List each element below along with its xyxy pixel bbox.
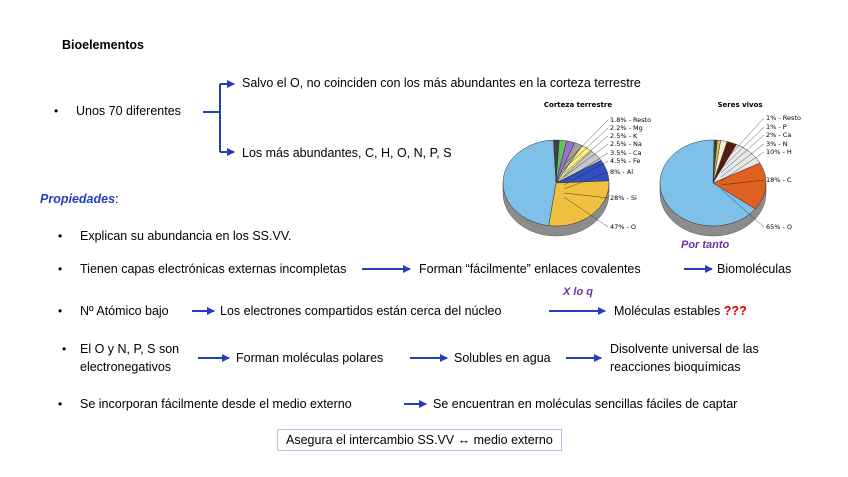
page-title: Bioelementos (62, 38, 144, 52)
bullet: • (58, 397, 63, 411)
pie-label: 28% - Si (610, 194, 637, 202)
por-tanto-label: Por tanto (681, 239, 730, 251)
pie-label: 8% - Al (610, 168, 634, 176)
prop-2-result: Biomoléculas (717, 262, 792, 276)
bullet: • (62, 342, 67, 356)
prop-4-final-line2: reacciones bioquímicas (610, 360, 741, 374)
prop-2-cause: Tienen capas electrónicas externas incompletas (80, 262, 347, 276)
intro-bracket (203, 84, 234, 152)
conclusion-box: Asegura el intercambio SS.VV ↔ medio externo (277, 429, 562, 451)
properties-label: Propiedades: (40, 192, 119, 206)
prop-4-cause-line1: El O y N, P, S son (80, 342, 180, 356)
arrow-label-xloq: X lo q (563, 286, 593, 298)
pie-label: 47% - O (610, 223, 637, 231)
pie-label: 3.5% - Ca (610, 149, 642, 157)
prop-5-effect: Se encuentran en moléculas sencillas fáciles de captar (433, 397, 738, 411)
pie-title: Seres vivos (717, 101, 763, 109)
intro-branch-bottom: Los más abundantes, C, H, O, N, P, S (242, 146, 452, 160)
pie-label: 10% - H (766, 148, 792, 156)
prop-5-cause: Se incorporan fácilmente desde el medio externo (80, 397, 352, 411)
pie-label: 1% - Resto (766, 114, 801, 122)
pie-chart-seres-vivos (660, 101, 801, 236)
bullet: • (58, 262, 63, 276)
pie-title: Corteza terrestre (543, 101, 613, 109)
pie-label: 65% - O (766, 223, 793, 231)
bullet: • (54, 104, 59, 118)
pie-label: 18% - C (766, 176, 792, 184)
pie-label: 4.5% - Fe (610, 157, 641, 165)
prop-4-cause-line2: electronegativos (80, 360, 172, 374)
pie-label: 2.5% - Na (610, 140, 642, 148)
intro-branch-top: Salvo el O, no coinciden con los más abundantes en la corteza terrestre (242, 76, 641, 90)
bullet: • (58, 229, 63, 243)
pie-label: 1.8% - Resto (610, 116, 652, 124)
pie-label: 2.5% - K (610, 132, 638, 140)
prop-3-result: Moléculas estables ??? (614, 304, 747, 318)
intro-main: Unos 70 diferentes (76, 104, 181, 118)
prop-1-text: Explican su abundancia en los SS.VV. (80, 229, 292, 243)
pie-chart-corteza (503, 101, 651, 236)
pie-slice (549, 181, 609, 226)
prop-2-effect: Forman “fácilmente” enlaces covalentes (419, 262, 641, 276)
prop-4-effect: Forman moléculas polares (236, 351, 384, 365)
question-marks: ??? (723, 304, 747, 318)
pie-label: 2% - Ca (766, 131, 792, 139)
prop-3-effect: Los electrones compartidos están cerca del núcleo (220, 304, 502, 318)
prop-4-final-line1: Disolvente universal de las (610, 342, 759, 356)
pie-label: 1% - P (766, 123, 787, 131)
bullet: • (58, 304, 63, 318)
pie-label: 3% - N (766, 140, 788, 148)
prop-3-cause: Nº Atómico bajo (80, 304, 169, 318)
pie-label: 2.2% - Mg (610, 124, 643, 132)
prop-4-result: Solubles en agua (454, 351, 551, 365)
